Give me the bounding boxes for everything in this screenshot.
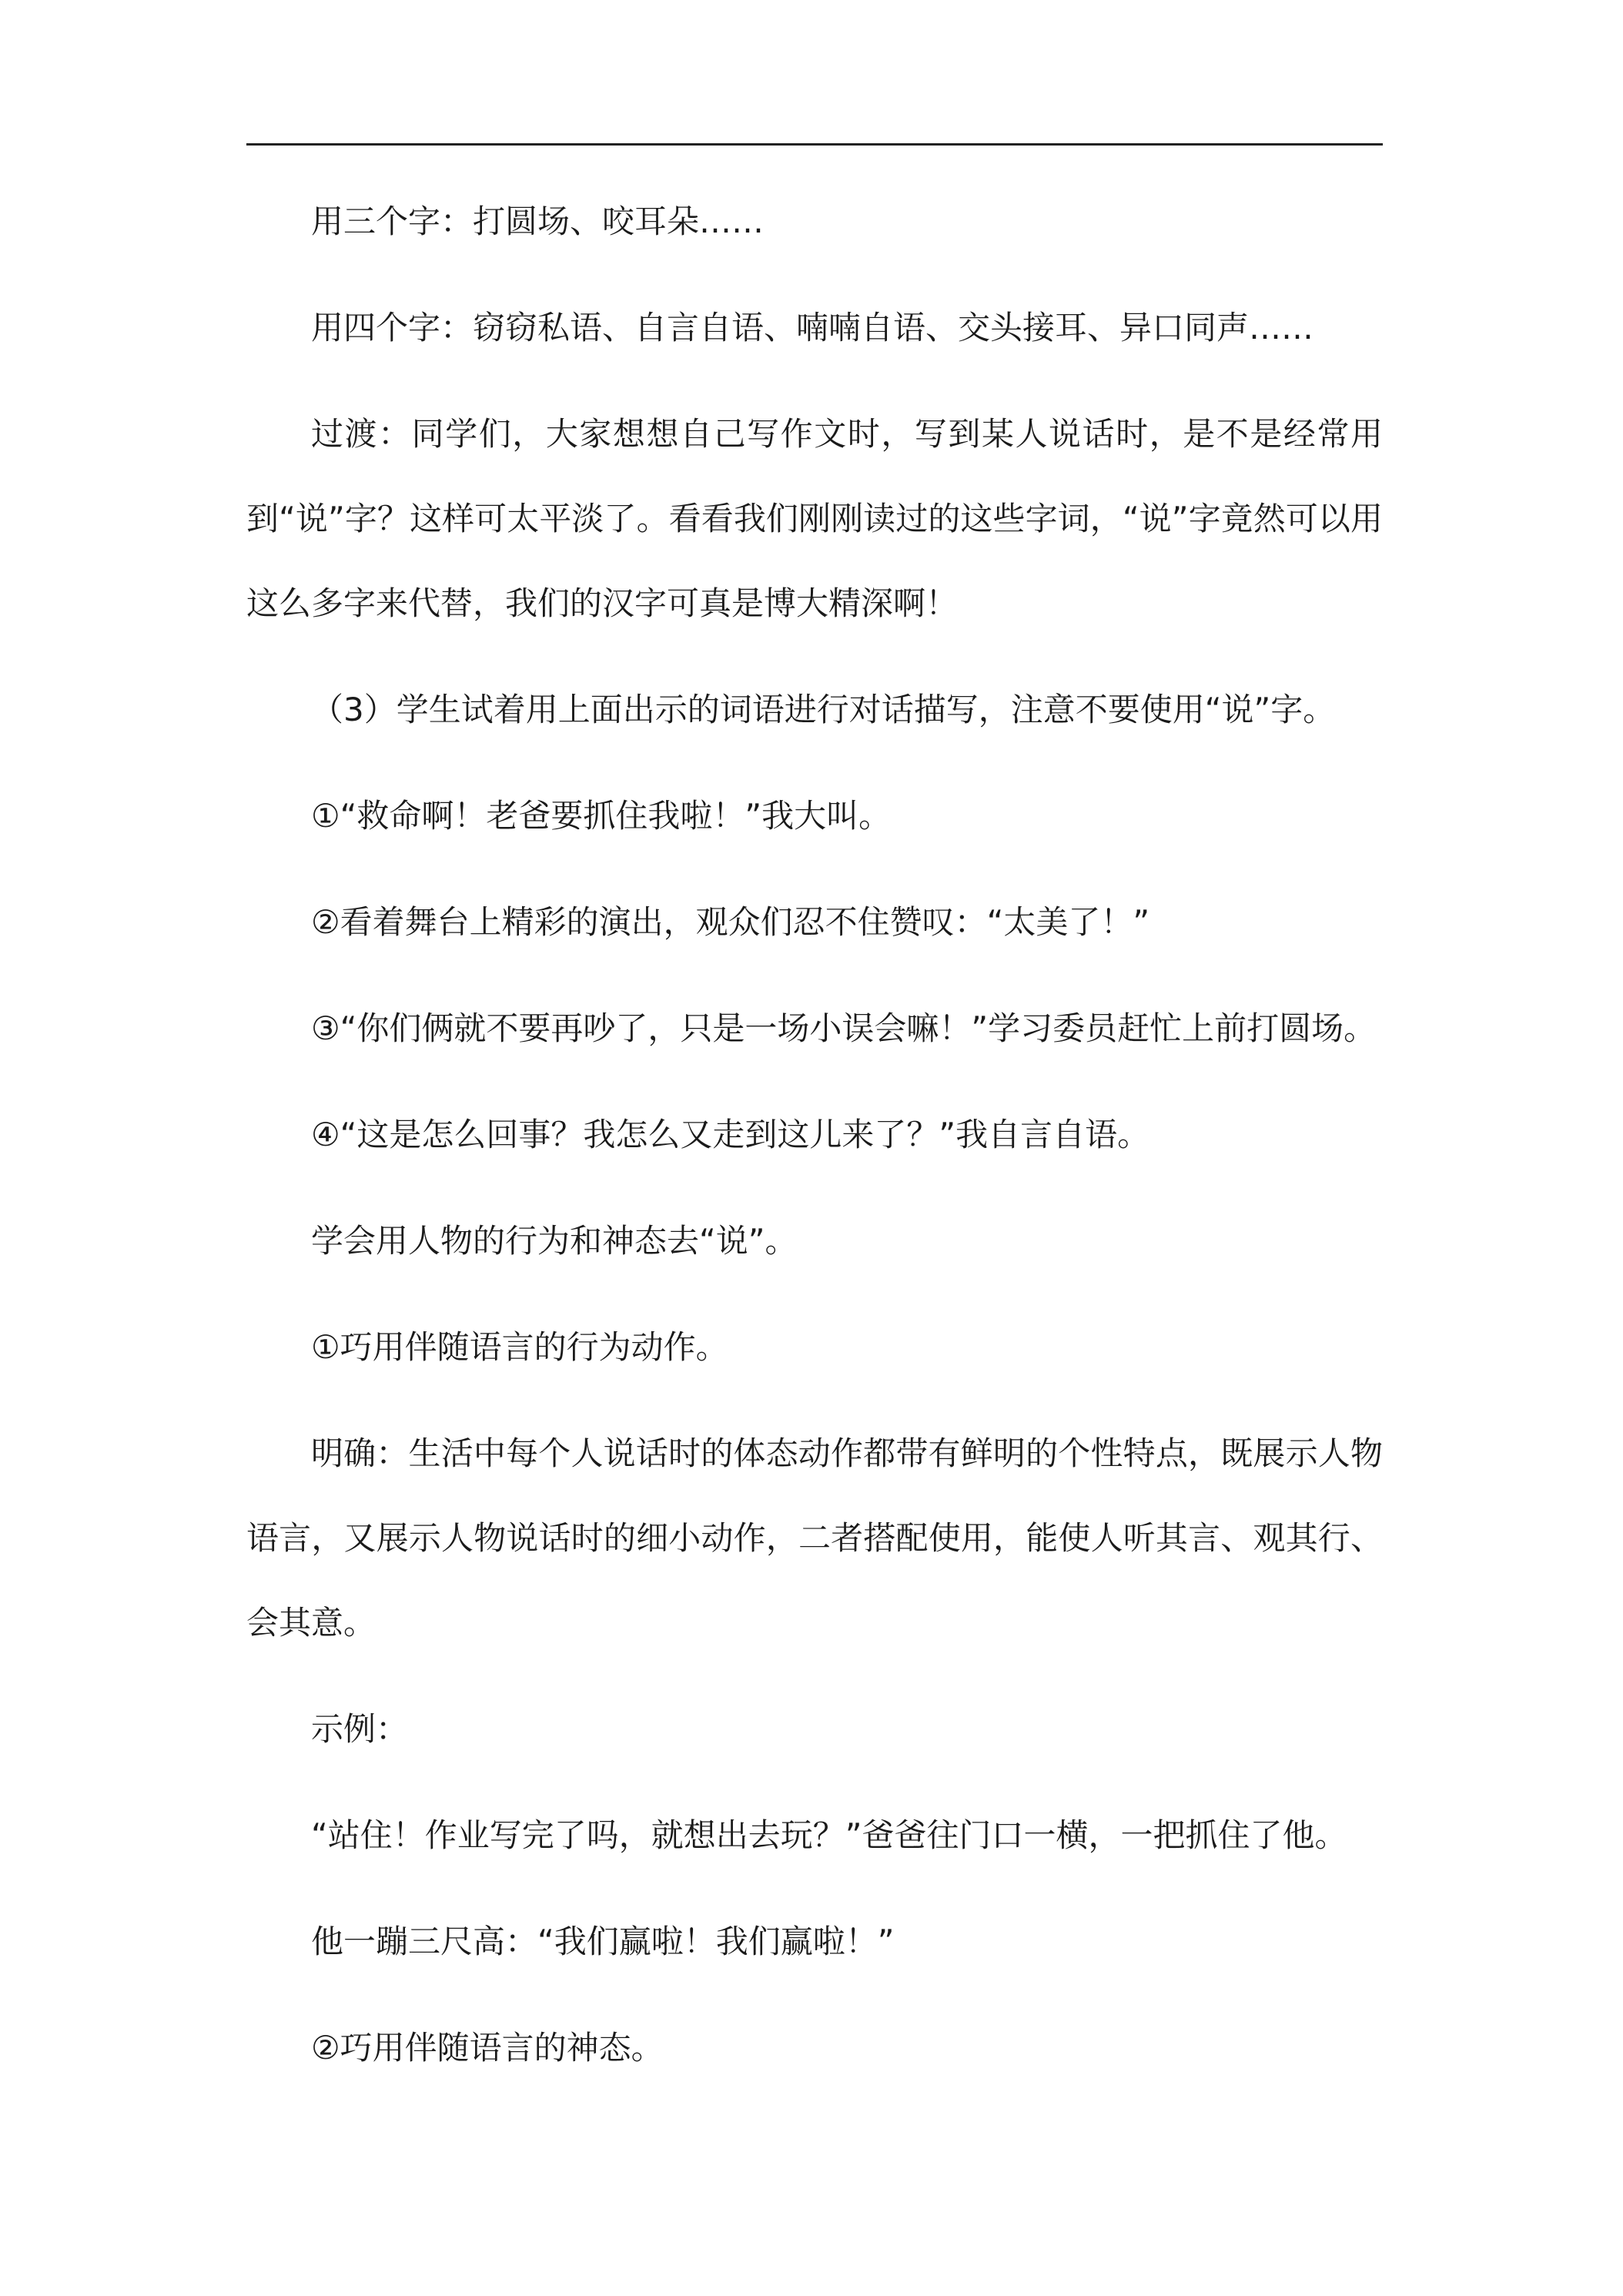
paragraph-expression-heading: ②巧用伴随语言的神态。 [311,2029,664,2067]
document-body [246,197,1383,2130]
paragraph-example-3: ③“你们俩就不要再吵了，只是一场小误会嘛！”学习委员赶忙上前打圆场。 [311,1009,1377,1047]
paragraph-step-3: （3）学生试着用上面出示的词语进行对话描写，注意不要使用“说”字。 [311,691,1336,728]
paragraph-sample-1: “站住！作业写完了吗，就想出去玩？”爸爸往门口一横，一把抓住了他。 [311,1816,1347,1854]
paragraph-four-char-words: 用四个字：窃窃私语、自言自语、喃喃自语、交头接耳、异口同声…… [311,309,1314,346]
paragraph-behavior-heading: 学会用人物的行为和神态去“说”。 [311,1222,798,1260]
paragraph-example-2: ②看着舞台上精彩的演出，观众们忍不住赞叹：“太美了！” [311,903,1150,941]
paragraph-explanation: 明确：生活中每个人说话时的体态动作都带有鲜明的个性特点，既展示人物语言，又展示人物说话时的细小动作，二者搭配使用，能使人听其言、观其行、会其意。 [246,1434,1383,1642]
paragraph-example-4: ④“这是怎么回事？我怎么又走到这儿来了？”我自言自语。 [311,1116,1150,1153]
paragraph-example-1: ①“救命啊！老爸要抓住我啦！”我大叫。 [311,797,892,835]
header-rule [246,143,1383,146]
paragraph-action-heading: ①巧用伴随语言的行为动作。 [311,1328,728,1366]
paragraph-transition: 过渡：同学们，大家想想自己写作文时，写到某人说话时，是不是经常用到“说”字？这样可太平淡了。看看我们刚刚读过的这些字词，“说”字竟然可以用这么多字来代替，我们的汉字可真是博大精深啊！ [246,415,1383,622]
paragraph-sample-2: 他一蹦三尺高：“我们赢啦！我们赢啦！” [311,1923,895,1960]
paragraph-sample-label: 示例： [311,1710,409,1748]
paragraph-three-char-words: 用三个字：打圆场、咬耳朵…… [311,202,765,240]
